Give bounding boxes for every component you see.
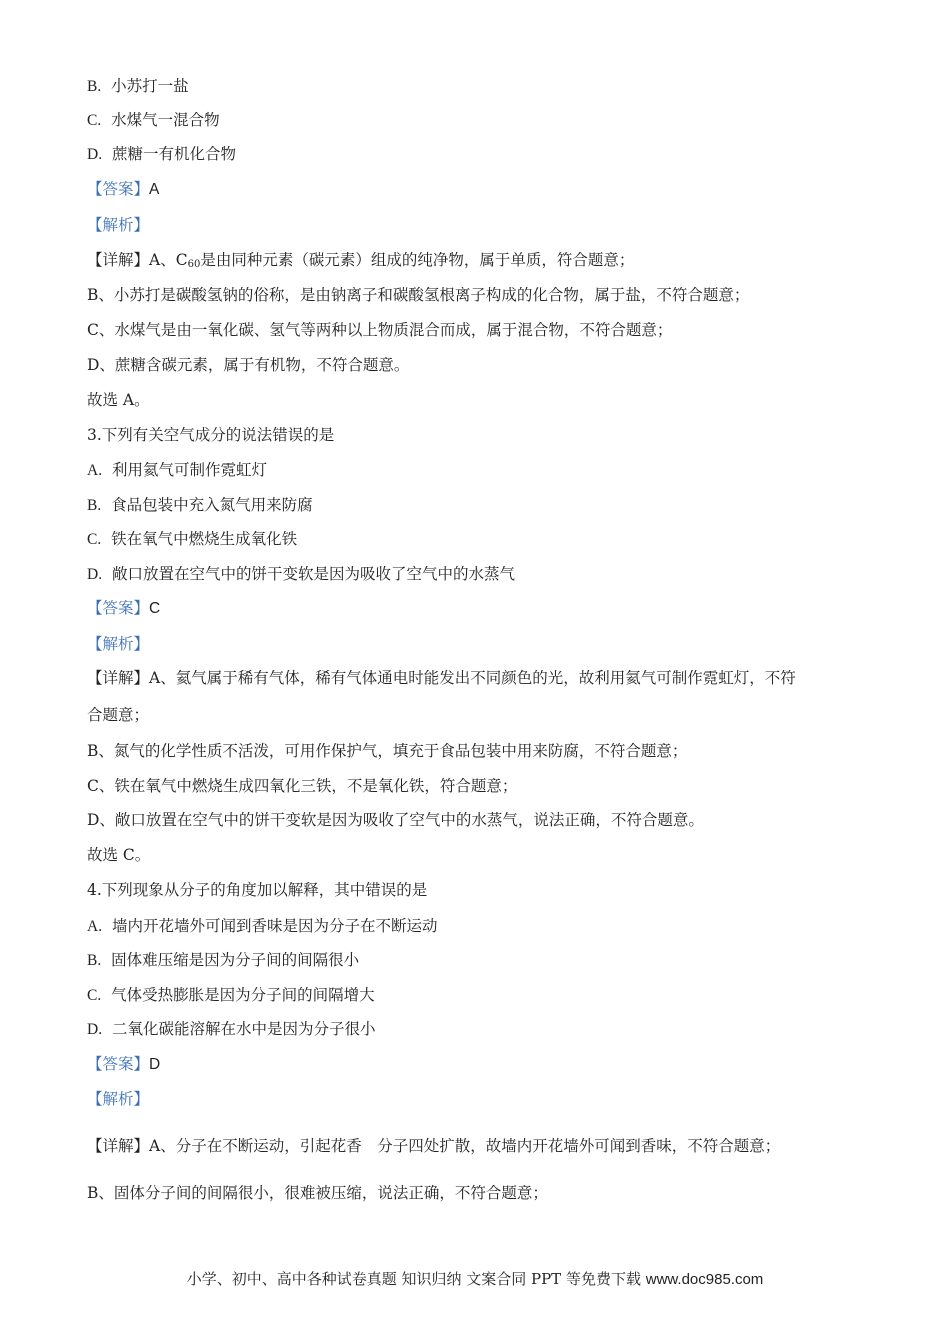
q3-detail-line-1b: 合题意；	[87, 706, 150, 724]
q2-analysis-label: 【解析】	[87, 216, 150, 234]
q4-option-c: C. 气体受热膨胀是因为分子间的间隔增大	[87, 986, 375, 1004]
q3-detail-line-2: B、氮气的化学性质不活泼，可用作保护气，填充于食品包装中用来防腐，不符合题意；	[87, 742, 688, 760]
q2-option-b: B. 小苏打一盐	[87, 77, 189, 95]
q3-stem: 3.下列有关空气成分的说法错误的是	[87, 426, 335, 444]
q4-detail-line-1: 【详解】A、分子在不断运动，引起花香 分子四处扩散，故墙内开花墙外可闻到香味，不符合题意；	[87, 1137, 781, 1155]
q2-option-c: C. 水煤气一混合物	[87, 111, 220, 129]
footer-text: 小学、初中、高中各种试卷真题 知识归纳 文案合同 PPT 等免费下载	[186, 1270, 641, 1288]
q4-option-b: B. 固体难压缩是因为分子间的间隔很小	[87, 951, 360, 969]
q4-stem: 4.下列现象从分子的角度加以解释，其中错误的是	[87, 881, 428, 899]
q3-option-d: D. 敞口放置在空气中的饼干变软是因为吸收了空气中的水蒸气	[87, 565, 515, 583]
q4-option-d: D. 二氧化碳能溶解在水中是因为分子很小	[87, 1020, 376, 1038]
q3-answer: 【答案】C	[87, 599, 161, 617]
q3-analysis-label: 【解析】	[87, 635, 150, 653]
q2-conclusion: 故选 A。	[87, 391, 150, 409]
q3-detail-line-3: C、铁在氧气中燃烧生成四氧化三铁，不是氧化铁，符合题意；	[87, 777, 518, 795]
q2-detail-line-1: 【详解】A、$C_{60}$是由同种元素（碳元素）组成的纯净物，属于单质，符合题意；	[87, 251, 635, 270]
q2-option-d: D. 蔗糖一有机化合物	[87, 145, 236, 163]
q3-option-a: A. 利用氦气可制作霓虹灯	[87, 461, 267, 479]
q2-detail-line-3: C、水煤气是由一氧化碳、氢气等两种以上物质混合而成，属于混合物，不符合题意；	[87, 321, 673, 339]
q3-conclusion: 故选 C。	[87, 846, 151, 864]
q4-answer: 【答案】D	[87, 1055, 161, 1073]
q4-detail-line-2: B、固体分子间的间隔很小，很难被压缩，说法正确，不符合题意；	[87, 1184, 548, 1202]
q2-detail-line-2: B、小苏打是碳酸氢钠的俗称，是由钠离子和碳酸氢根离子构成的化合物，属于盐，不符合题意；	[87, 286, 750, 304]
q4-analysis-label: 【解析】	[87, 1090, 150, 1108]
q3-option-c: C. 铁在氧气中燃烧生成氧化铁	[87, 530, 298, 548]
q4-option-a: A. 墙内开花墙外可闻到香味是因为分子在不断运动	[87, 917, 438, 935]
q2-answer: 【答案】A	[87, 180, 160, 198]
footer-url[interactable]: www.doc985.com	[645, 1271, 764, 1288]
q3-option-b: B. 食品包装中充入氮气用来防腐	[87, 496, 313, 514]
q2-detail-line-4: D、蔗糖含碳元素，属于有机物，不符合题意。	[87, 356, 410, 374]
q3-detail-line-1: 【详解】A、氦气属于稀有气体，稀有气体通电时能发出不同颜色的光，故利用氦气可制作霓虹灯，不符	[87, 669, 796, 687]
q3-detail-line-4: D、敞口放置在空气中的饼干变软是因为吸收了空气中的水蒸气，说法正确，不符合题意。	[87, 811, 704, 829]
page-footer	[0, 1268, 950, 1289]
